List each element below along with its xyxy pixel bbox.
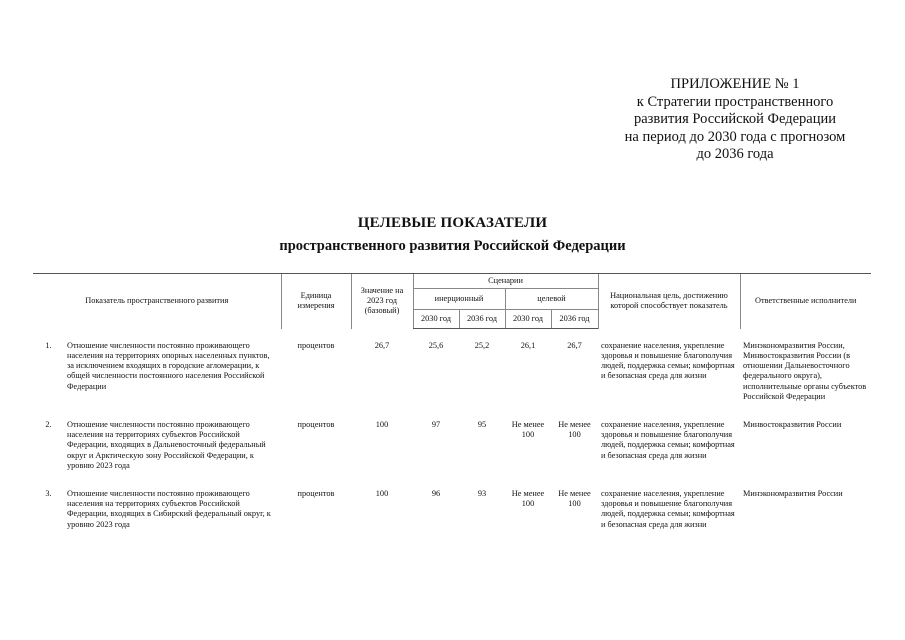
document-title: ЦЕЛЕВЫЕ ПОКАЗАТЕЛИ — [357, 215, 548, 231]
table-row — [33, 329, 871, 408]
appendix-line: на период до 2030 года с прогнозом — [624, 128, 846, 145]
row-target-2036: Не менее 100 — [558, 419, 591, 440]
row-unit: процентов — [297, 340, 335, 350]
header-indicator: Показатель пространственного развития — [33, 274, 281, 329]
row-inertial-2030: 25,6 — [428, 341, 444, 351]
row-number: 2. — [45, 419, 52, 429]
appendix-line: до 2036 года — [696, 146, 774, 162]
row-target-2030: Не менее 100 — [511, 419, 545, 440]
row-executors: Минэкономразвития России — [743, 488, 843, 498]
row-inertial-2030: 97 — [431, 419, 441, 429]
row-base: 100 — [375, 488, 389, 498]
row-indicator: Отношение численности постоянно проживающего населения на территориях опорных населенных пунктов, за исключением входящих в городские агломерации, к общей численности постоянного населения Российской Федерации — [67, 340, 270, 391]
row-executors: Минвостокразвития России — [743, 419, 842, 429]
row-indicator: Отношение численности постоянно проживающего населения на территориях субъектов Российской Федерации, входящих в Сибирский федеральный округ, к уровню 2023 года — [67, 488, 271, 529]
appendix-block — [600, 76, 870, 164]
header-national-goal: Национальная цель, достижению которой способствует показатель — [598, 274, 740, 329]
row-number: 1. — [45, 340, 52, 350]
row-inertial-2036: 95 — [477, 419, 487, 429]
row-national-goal: сохранение населения, укрепление здоровья и повышение благополучия людей, поддержка семьи; комфортная и безопасная среда для жизни — [601, 340, 735, 381]
table-row — [33, 408, 871, 477]
header-target-2030: 2030 год — [505, 310, 551, 329]
row-national-goal: сохранение населения, укрепление здоровья и повышение благополучия людей, поддержка семьи; комфортная и безопасная среда для жизни — [601, 488, 735, 529]
indicators-table — [33, 273, 871, 536]
row-number: 3. — [45, 488, 52, 498]
row-target-2036: Не менее 100 — [558, 488, 591, 509]
row-national-goal: сохранение населения, укрепление здоровья и повышение благополучия людей, поддержка семьи; комфортная и безопасная среда для жизни — [601, 419, 735, 460]
row-base: 100 — [375, 419, 389, 429]
row-indicator: Отношение численности постоянно проживающего населения на территориях субъектов Российской Федерации, входящих в Дальневосточный федеральный округ и Арктическую зону Российской Федерации, к уровню 2023 года — [67, 419, 266, 470]
header-unit: Единица измерения — [281, 274, 351, 329]
header-executors: Ответственные исполнители — [740, 274, 871, 329]
row-unit: процентов — [297, 419, 335, 429]
row-base: 26,7 — [374, 340, 390, 350]
row-executors: Минэкономразвития России, Минвостокразвития России (в отношении Дальневосточного федерального округа), исполнительные органы субъектов Российской Федерации — [743, 340, 867, 401]
header-target-2036: 2036 год — [551, 310, 598, 329]
header-target: целевой — [505, 289, 598, 310]
row-target-2030: Не менее 100 — [511, 488, 545, 509]
appendix-line: ПРИЛОЖЕНИЕ № 1 — [670, 76, 800, 92]
row-target-2030: 26,1 — [520, 341, 536, 351]
header-inertial: инерционный — [413, 289, 505, 310]
header-inertial-2036: 2036 год — [459, 310, 505, 329]
row-inertial-2036: 93 — [477, 488, 487, 498]
header-inertial-2030: 2030 год — [413, 310, 459, 329]
appendix-line: к Стратегии пространственного — [636, 93, 834, 110]
row-inertial-2036: 25,2 — [474, 341, 490, 351]
document-subtitle: пространственного развития Российской Федерации — [279, 238, 626, 254]
table-row — [33, 477, 871, 536]
header-scenarios: Сценарии — [413, 274, 598, 289]
row-unit: процентов — [297, 488, 335, 498]
header-base-value: Значение на 2023 год (базовый) — [351, 274, 413, 329]
appendix-line: развития Российской Федерации — [634, 111, 836, 127]
row-inertial-2030: 96 — [431, 488, 441, 498]
row-target-2036: 26,7 — [567, 341, 582, 351]
